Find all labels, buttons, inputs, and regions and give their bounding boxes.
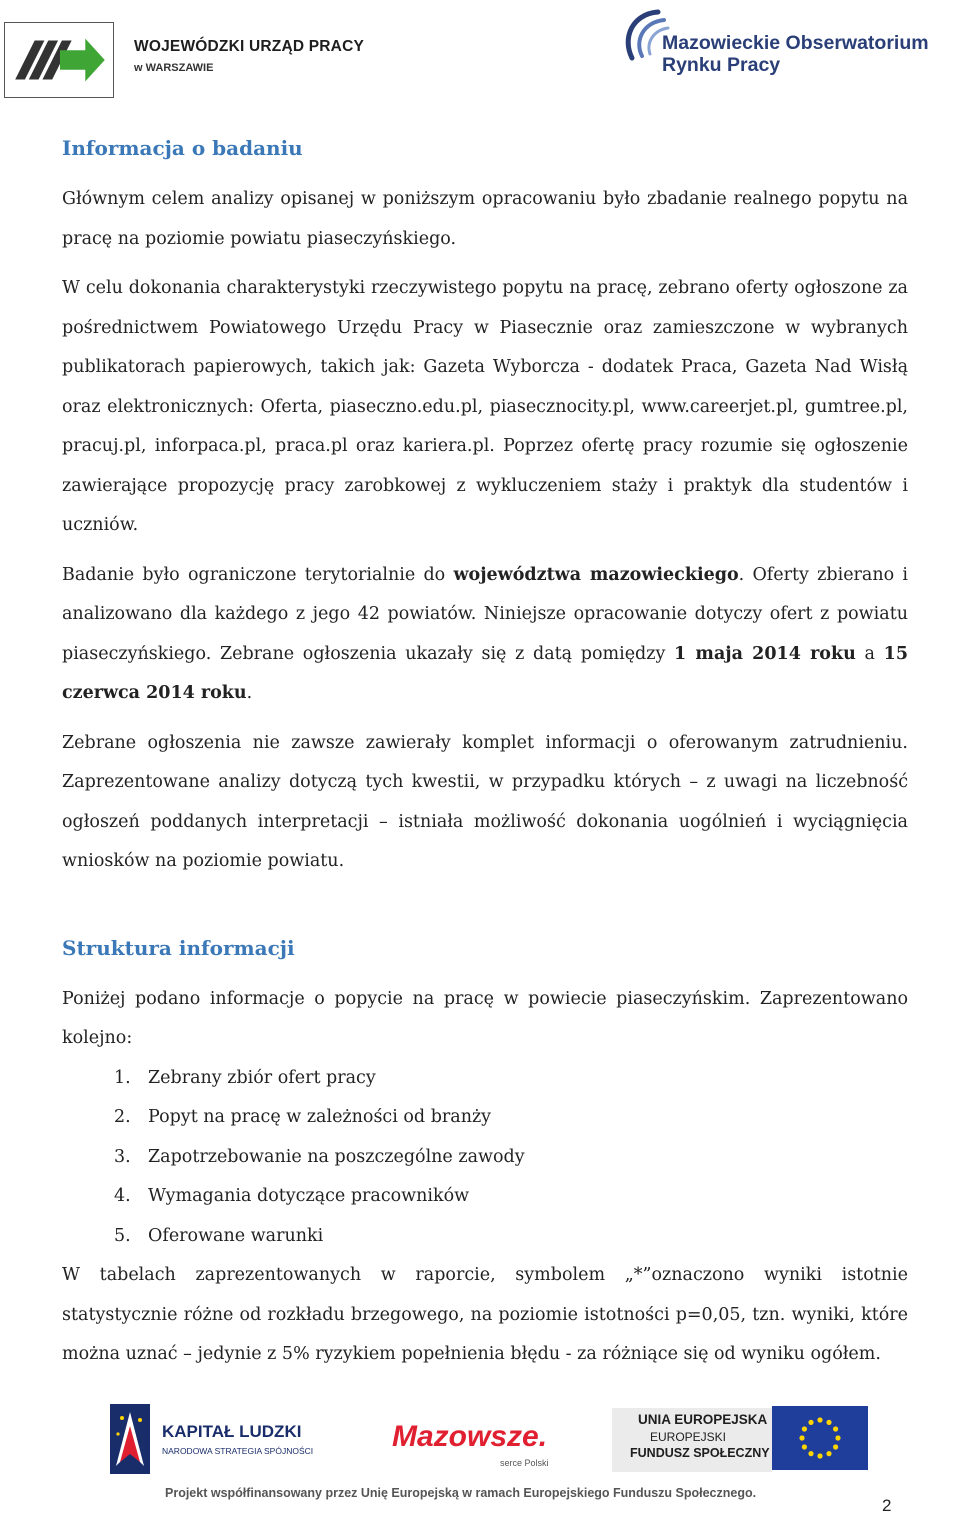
mazowsze-tagline: serce Polski (500, 1458, 549, 1468)
bold-date-end: 15 czerwca 2014 roku (62, 643, 908, 703)
bold-region: województwa mazowieckiego (453, 564, 739, 585)
kapital-ludzki-subtitle: NARODOWA STRATEGIA SPÓJNOŚCI (162, 1446, 314, 1456)
paragraph-istotnosc: W tabelach zaprezentowanych w raporcie, symbolem „*”oznaczono wyniki istotnie statystycznie różne od rozkładu brzegowego, na poziomie istotności p=0,05, tzn. wyniki, które można uznać – jedynie z 5% ryzykiem popełnienia błędu - za różniące się od wyniku ogółem. (62, 1265, 908, 1364)
wup-logo (4, 22, 114, 98)
kapital-ludzki-logo (110, 1404, 150, 1474)
ue-label-line3: FUNDUSZ SPOŁECZNY (630, 1446, 770, 1460)
page-footer (0, 1398, 960, 1520)
paragraph-zakres: Badanie było ograniczone terytorialnie do województwa mazowieckiego. Oferty zbierano i analizowano dla każdego z jego 42 powiatów. Niniejsze opracowanie dotyczy ofert z powiatu piaseczyńskiego. Zebrane ogłoszenia ukazały się z datą pomiędzy 1 maja 2014 roku a 15 czerwca 2014 roku. (62, 564, 908, 703)
bold-date-start: 1 maja 2014 roku (674, 643, 856, 664)
mor-title-line2: Rynku Pracy (662, 54, 781, 76)
list-item: 2. Popyt na pracę w zależności od branży (114, 1107, 492, 1127)
structure-list (62, 1059, 908, 1257)
wup-subtitle: w WARSZAWIE (134, 62, 214, 74)
mor-title-line1: Mazowieckie Obserwatorium (662, 32, 929, 54)
eu-flag-icon (772, 1406, 868, 1470)
ue-label-line1: UNIA EUROPEJSKA (638, 1412, 768, 1427)
paragraph-struktura-intro: Poniżej podano informacje o popycie na pracę w powiecie piaseczyńskim. Zaprezentowano kolejno: (62, 988, 908, 1048)
paragraph-ograniczenia: Zebrane ogłoszenia nie zawsze zawierały komplet informacji o oferowanym zatrudnieniu. Zaprezentowane analizy dotyczą tych kwestii, w przypadku których – z uwagi na liczebność ogłoszeń poddanych interpretacji – istniała możliwość dokonania uogólnień i wyciągnięcia wniosków na poziomie powiatu. (62, 732, 908, 871)
list-item: 5. Oferowane warunki (114, 1225, 324, 1246)
paragraph-metoda: W celu dokonania charakterystyki rzeczywistego popytu na pracę, zebrano oferty ogłoszone za pośrednictwem Powiatowego Urzędu Pracy w Piasecznie oraz zamieszczone w wybranych publikatorach papierowych, takich jak: Gazeta Wyborcza - dodatek Praca, Gazeta Nad Wisłą oraz elektronicznych: Oferta, piaseczno.edu.pl, piasecznocity.pl, www.careerjet.pl, gumtree.pl, pracuj.pl, inforpaca.pl, praca.pl oraz kariera.pl. Poprzez ofertę pracy rozumie się ogłoszenie zawierające propozycję pracy zarobkowej z wykluczeniem staży i praktyk dla studentów i uczniów. (62, 278, 908, 535)
mazowsze-logo (392, 1420, 572, 1470)
document-body (62, 128, 908, 1375)
kapital-ludzki-title: KAPITAŁ LUDZKI (162, 1422, 302, 1441)
paragraph-cel: Głównym celem analizy opisanej w poniższym opracowaniu było zbadanie realnego popytu na pracę na poziomie powiatu piaseczyńskiego. (62, 189, 908, 249)
list-item: 1. Zebrany zbiór ofert pracy (114, 1067, 376, 1088)
cofinancing-note: Projekt współfinansowany przez Unię Europejską w ramach Europejskiego Funduszu Społecznego. (165, 1486, 757, 1500)
mazowsze-wordmark: Mazowsze. (392, 1420, 548, 1453)
wup-name: WOJEWÓDZKI URZĄD PRACY (134, 38, 365, 55)
list-item: 3. Zapotrzebowanie na poszczególne zawody (114, 1146, 525, 1167)
page-header (0, 0, 960, 110)
list-item: 4. Wymagania dotyczące pracowników (114, 1186, 470, 1206)
page-number: 2 (882, 1496, 892, 1515)
heading-struktura: Struktura informacji (62, 935, 295, 960)
ue-label-line2: EUROPEJSKI (650, 1430, 727, 1444)
heading-informacja: Informacja o badaniu (62, 136, 303, 160)
